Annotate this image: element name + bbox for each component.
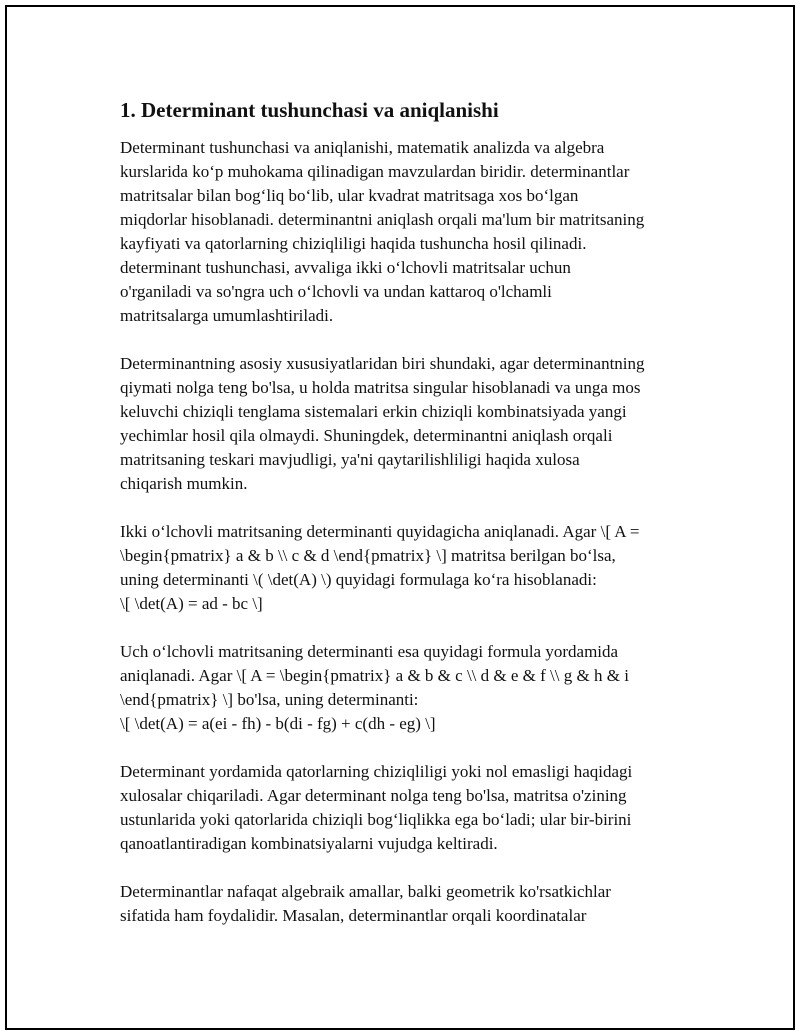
paragraph-geometric: Determinantlar nafaqat algebraik amallar, balki geometrik ko'rsatkichlar sifatida ham foydalidir. Masalan, determinantlar orqali koordinatalar [120, 882, 611, 925]
paragraph-linear-dependence: Determinant yordamida qatorlarning chiziqliligi yoki nol emasligi haqidagi xulosalar chiqariladi. Agar determinant nolga teng bo'lsa, matritsa o'zining ustunlarida yoki qatorlarida chiziqli bog‘liqlikka ega bo‘ladi; ular bir-birini qanoatlantiradigan kombinatsiyalarni vujudga keltiradi. [120, 762, 633, 853]
paragraph-2x2-formula: Ikki o‘lchovli matritsaning determinanti quyidagicha aniqlanadi. Agar \[ A = \begin{pmatrix} a & b \\ c & d \end{pmatrix} \] matritsa berilgan bo‘lsa, uning determinanti \( \det(A) \) quyidagi formulaga ko‘ra hisoblanadi: \[ \det(A) = ad - bc \] [120, 522, 640, 613]
document-page [5, 5, 795, 1030]
document-body [120, 96, 700, 952]
paragraph-3x3-formula: Uch o‘lchovli matritsaning determinanti esa quyidagi formula yordamida aniqlanadi. Agar \[ A = \begin{pmatrix} a & b & c \\ d & e & f \\ g & h & i \end{pmatrix} \] bo'lsa, uning determinanti: \[ \det(A) = a(ei - fh) - b(di - fg) + c(dh - eg) \] [120, 642, 629, 733]
paragraph-definition: Determinant tushunchasi va aniqlanishi, matematik analizda va algebra kurslarida ko‘p muhokama qilinadigan mavzulardan biridir. determinantlar matritsalar bilan bog‘liq bo‘lib, ular kvadrat matritsaga xos bo‘lgan miqdorlar hisoblanadi. determinantni aniqlash orqali ma'lum bir matritsaning kayfiyati va qatorlarning chiziqliligi haqida tushuncha hosil qilinadi. determinant tushunchasi, avvaliga ikki o‘lchovli matritsalar uchun o'rganiladi va so'ngra uch o‘lchovli va undan kattaroq o'lchamli matritsalarga umumlashtiriladi. [120, 138, 645, 325]
paragraph-properties: Determinantning asosiy xususiyatlaridan biri shundaki, agar determinantning qiymati nolga teng bo'lsa, u holda matritsa singular hisoblanadi va unga mos keluvchi chiziqli tenglama sistemalari erkin chiziqli kombinatsiyada yangi yechimlar hosil qila olmaydi. Shuningdek, determinantni aniqlash orqali matritsaning teskari mavjudligi, ya'ni qaytarilishliligi haqida xulosa chiqarish mumkin. [120, 354, 645, 493]
section-heading: 1. Determinant tushunchasi va aniqlanishi [120, 98, 499, 122]
